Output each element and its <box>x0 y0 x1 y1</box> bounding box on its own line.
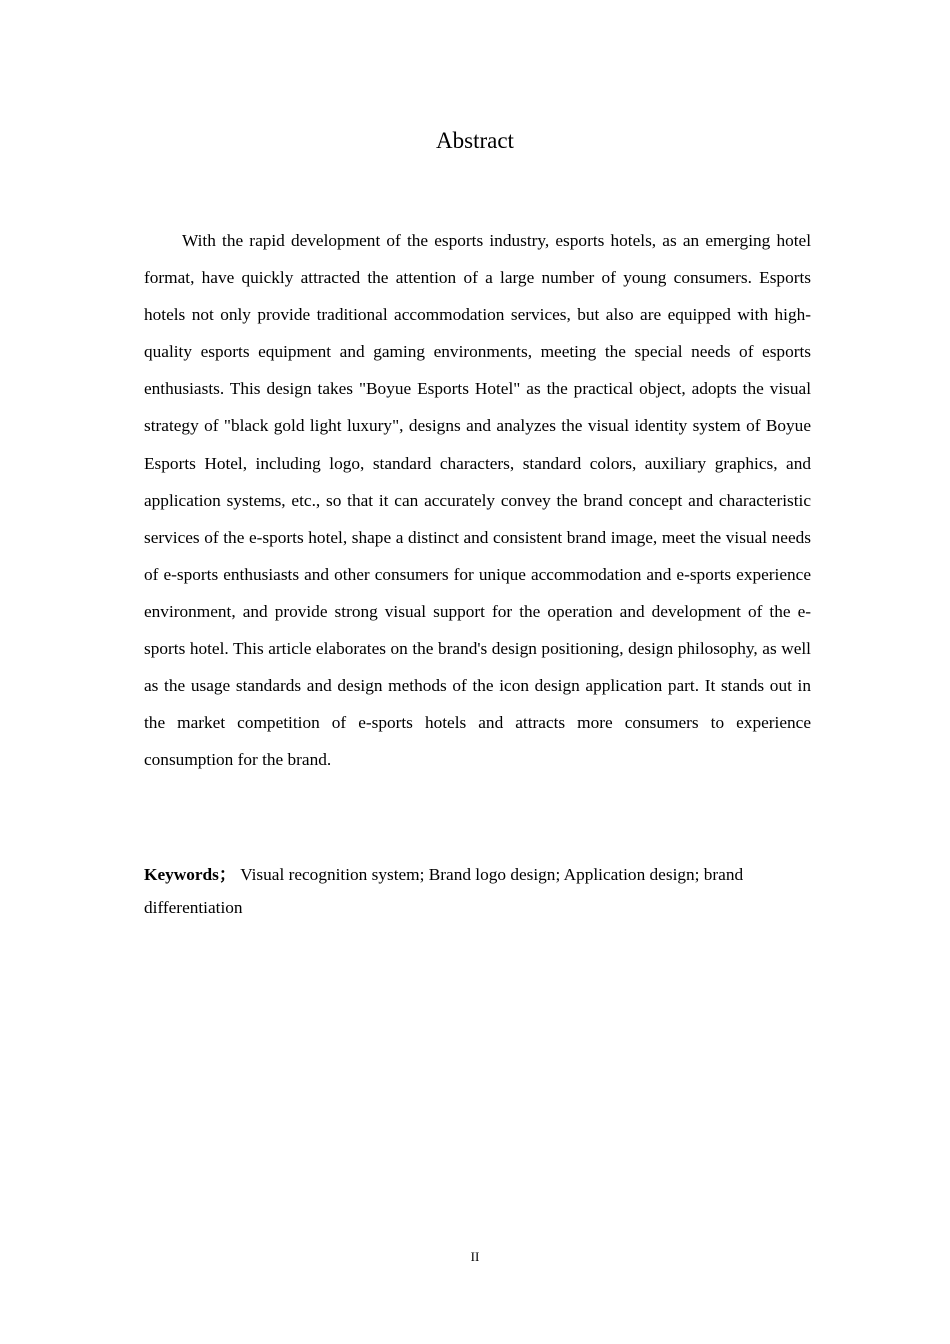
keywords-line <box>144 858 811 924</box>
keywords-text: Visual recognition system; Brand logo design; Application design; brand differentiation <box>144 865 744 917</box>
page-number: II <box>470 1249 480 1264</box>
keywords-label: Keywords； <box>144 865 237 884</box>
abstract-paragraph: With the rapid development of the esports industry, esports hotels, as an emerging hotel format, have quickly attracted the attention of a large number of young consumers. Esports hotels not only provide traditional accommodation services, but also are equipped with high-quality esports equipment and gaming environments, meeting the special needs of esports enthusiasts. This design takes "Boyue Esports Hotel" as the practical object, adopts the visual strategy of "black gold light luxury", designs and analyzes the visual identity system of Boyue Esports Hotel, including logo, standard characters, standard colors, auxiliary graphics, and application systems, etc., so that it can accurately convey the brand concept and characteristic services of the e-sports hotel, shape a distinct and consistent brand image, meet the visual needs of e-sports enthusiasts and other consumers for unique accommodation and e-sports experience environment, and provide strong visual support for the operation and development of the e-sports hotel. This article elaborates on the brand's design positioning, design philosophy, as well as the usage standards and design methods of the icon design application part. It stands out in the market competition of e-sports hotels and attracts more consumers to experience consumption for the brand. <box>144 231 811 770</box>
page-title: Abstract <box>436 128 514 153</box>
